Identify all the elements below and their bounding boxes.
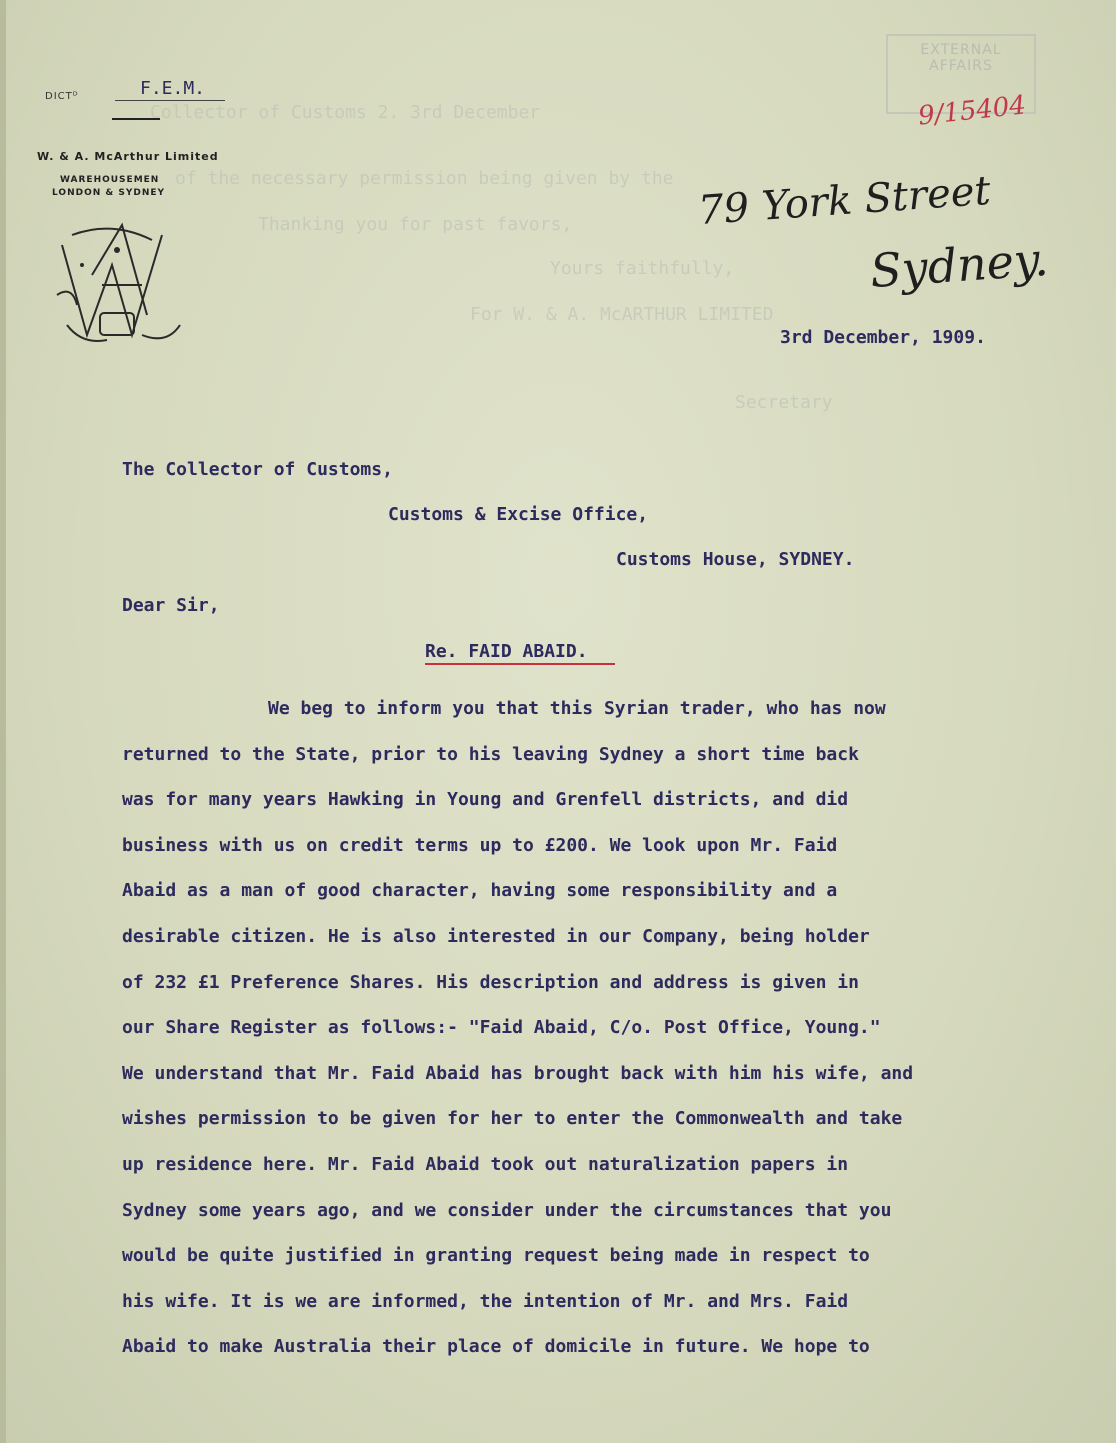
body-line: Abaid to make Australia their place of domicile in future. We hope to — [122, 1336, 870, 1358]
show-through-line: Collector of Customs 2. 3rd December — [150, 102, 541, 123]
show-through-line: Secretary — [735, 392, 833, 413]
stamp-line: EXTERNAL — [920, 42, 1002, 58]
body-line: would be quite justified in granting request being made in respect to — [122, 1245, 870, 1267]
show-through-line: of the necessary permission being given by the — [175, 168, 674, 189]
body-line: Sydney some years ago, and we consider under the circumstances that you — [122, 1199, 892, 1221]
company-descriptor: WAREHOUSEMEN — [60, 175, 160, 185]
body-line: returned to the State, prior to his leaving Sydney a short time back — [122, 743, 859, 765]
company-locations: LONDON & SYDNEY — [52, 188, 166, 198]
body-line: desirable citizen. He is also interested in our Company, being holder — [122, 925, 870, 947]
salutation: Dear Sir, — [122, 595, 220, 616]
company-monogram-logo — [52, 215, 188, 355]
file-reference: 9/15404 — [916, 90, 1028, 132]
body-line: his wife. It is we are informed, the intention of Mr. and Mrs. Faid — [122, 1290, 849, 1312]
addressee-line: Customs House, SYDNEY. — [616, 549, 855, 570]
show-through-line: Yours faithfully, — [550, 258, 735, 279]
divider — [112, 118, 160, 120]
divider — [115, 100, 225, 101]
body-line: wishes permission to be given for her to enter the Commonwealth and take — [122, 1108, 903, 1130]
body-line: our Share Register as follows:- "Faid Abaid, C/o. Post Office, Young." — [122, 1017, 881, 1039]
paper-edge — [0, 0, 6, 1443]
subject-line: Re. FAID ABAID. — [425, 641, 588, 662]
dictation-initials: F.E.M. — [140, 78, 206, 99]
letter-date: 3rd December, 1909. — [780, 327, 986, 348]
body-line: up residence here. Mr. Faid Abaid took out naturalization papers in — [122, 1153, 849, 1175]
sender-city: Sydney. — [868, 231, 1050, 299]
stamp-line: AFFAIRS — [929, 58, 993, 74]
sender-street: 79 York Street — [696, 167, 992, 235]
body-line: Abaid as a man of good character, having some responsibility and a — [122, 880, 838, 902]
show-through-line: For W. & A. McARTHUR LIMITED — [470, 304, 774, 325]
addressee-line: The Collector of Customs, — [122, 459, 393, 480]
subject-underline — [425, 663, 615, 665]
show-through-line: Thanking you for past favors, — [258, 214, 573, 235]
body-line: business with us on credit terms up to £200. We look upon Mr. Faid — [122, 834, 838, 856]
body-line: We beg to inform you that this Syrian trader, who has now — [268, 698, 886, 719]
body-line: of 232 £1 Preference Shares. His description and address is given in — [122, 971, 859, 993]
company-name: W. & A. McArthur Limited — [37, 150, 219, 163]
body-line: We understand that Mr. Faid Abaid has brought back with him his wife, and — [122, 1062, 914, 1084]
body-line: was for many years Hawking in Young and Grenfell districts, and did — [122, 789, 849, 811]
addressee-line: Customs & Excise Office, — [388, 504, 649, 525]
dictation-label: DICTᴰ — [45, 91, 79, 102]
letter-body — [122, 686, 1097, 1370]
